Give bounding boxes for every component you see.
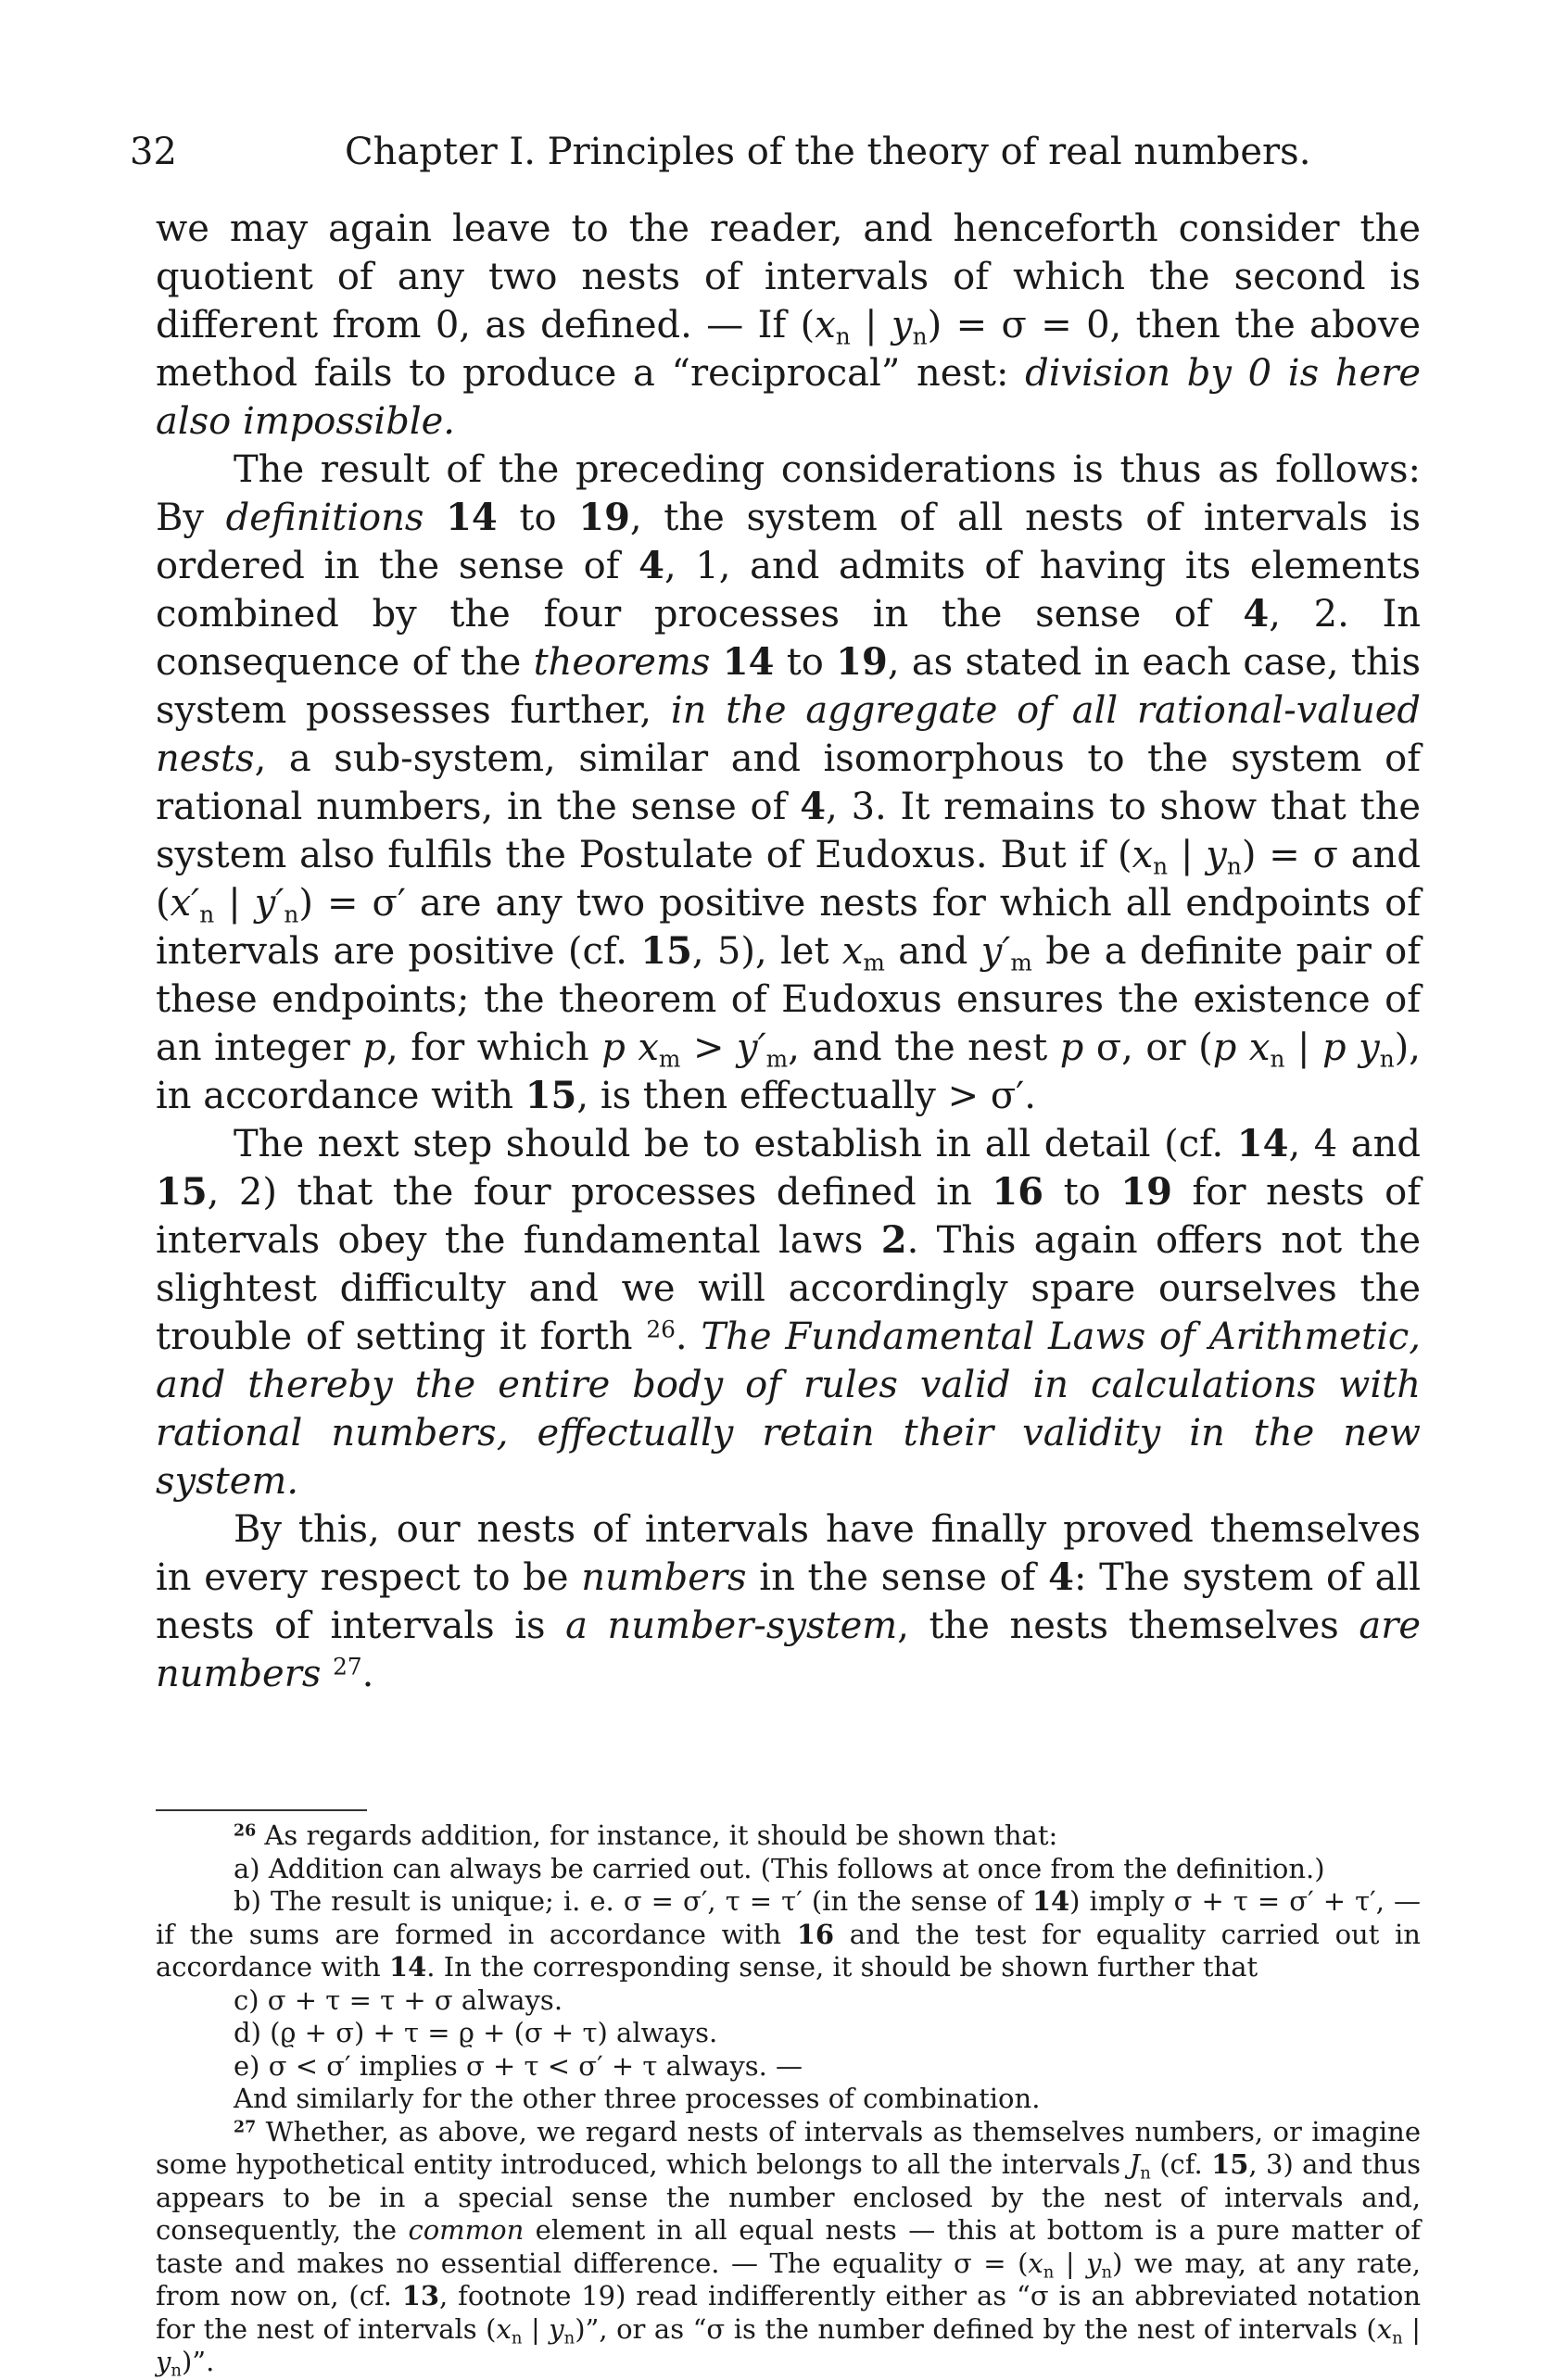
paragraph-4: By this, our nests of intervals have finally proved themselves in every respect to be numbers in the sense of 4: The system of all nests of intervals is a number-system, the nests themselves are numbers $^{27}$. <box>156 1508 1422 1695</box>
emphasis: division by 0 is here also impossible. <box>156 352 1421 443</box>
page-number: 32 <box>130 131 177 173</box>
footnote-27: $^{27}$ Whether, as above, we regard nests of intervals as themselves numbers, or imagine some hypothetical entity introduced, which belongs to all the intervals $J_n$ (cf. 15, 3) and thus appears to be in a special sense the number enclosed by the nest of intervals and, consequently, the common element in all equal nests — this at bottom is a pure matter of taste and makes no essential difference. — The equality $\sigma = (x_n$ | $y_n$) we may, at any rate, from now on, (cf. 13, footnote 19) read indifferently either as “σ is an abbreviated notation for the nest of intervals ($x_n$ | $y_n$)”, or as “σ is the number defined by the nest of intervals ($x_n$ | $y_n$)”. <box>156 2115 1421 2380</box>
footnote-26-c: c) σ + τ = τ + σ always. <box>234 1983 563 2016</box>
footnote-26-tail: And similarly for the other three processes of combination. <box>234 2083 1041 2114</box>
main-text <box>156 205 1421 1698</box>
footnote-26: $^{26}$ As regards addition, for instance, it should be shown that: <box>234 1820 1058 1851</box>
running-title: Chapter I. Principles of the theory of real numbers. <box>345 131 1311 173</box>
footnote-26-b: b) The result is unique; i. e. σ = σ′, τ = τ′ (in the sense of 14) imply σ + τ = σ′ + τ′, — if the sums are formed in accordance with 16 and the test for equality carried out in accordance with 14. In the corresponding sense, it should be shown further that <box>156 1885 1421 1983</box>
paragraph-3: The next step should be to establish in all detail (cf. 14, 4 and 15, 2) that the four processes defined in 16 to 19 for nests of intervals obey the fundamental laws 2. This again offers not the slightest difficulty and we will accordingly spare ourselves the trouble of setting it forth $^{26}$. The Fundamental Laws of Arithmetic, and thereby the entire body of rules valid in calculations with rational numbers, effectually retain their validity in the new system. <box>156 1122 1421 1503</box>
footnote-ref-27: 27 <box>333 1653 362 1681</box>
paragraph-1: we may again leave to the reader, and henceforth consider the quotient of any two nests of intervals of which the second is different from 0, as defined. — If ($x_n$ | $y_n) = \sigma = 0$, then the above method fails to produce a “reciprocal” nest: division by 0 is here also impossible. <box>156 208 1421 443</box>
footnote-26-a: a) Addition can always be carried out. (This follows at once from the definition.) <box>234 1852 1325 1884</box>
paragraph-2: The result of the preceding considerations is thus as follows: By definitions 14 to 19, the system of all nests of intervals is ordered in the sense of 4, 1, and admits of having its elements combined by the four processes in the sense of 4, 2. In consequence of the theorems 14 to 19, as stated in each case, this system possesses further, in the aggregate of all rational-valued nests, a sub-system, similar and isomorphous to the system of rational numbers, in the sense of 4, 3. It remains to show that the system also fulfils the Postulate of Eudoxus. But if ($x_n$ | $y_n) = \sigma$ and ($x'_n$ | $y'_n) = \sigma'$ are any two positive nests for which all endpoints of intervals are positive (cf. 15, 5), let $x_m$ and $y'_m$ be a definite pair of these endpoints; the theorem of Eudoxus ensures the existence of an integer p, for which p $x_m > y'_m$, and the nest p σ, or (p $x_n$ | p $y_n$), in accordance with 15, is then effectually > σ′. <box>156 448 1422 1117</box>
footnote-ref-26: 26 <box>646 1316 676 1343</box>
emphasis: The Fundamental Laws of Arithmetic, and thereby the entire body of rules valid in calculations with rational numbers, effectually retain their validity in the new system. <box>156 1316 1421 1503</box>
footnote-26-d: d) (ϱ + σ) + τ = ϱ + (σ + τ) always. <box>234 2017 718 2048</box>
footnotes <box>156 1820 1421 2379</box>
footnote-26-e: e) σ < σ′ implies σ + τ < σ′ + τ always. — <box>234 2049 803 2082</box>
footnote-rule <box>156 1809 367 1811</box>
